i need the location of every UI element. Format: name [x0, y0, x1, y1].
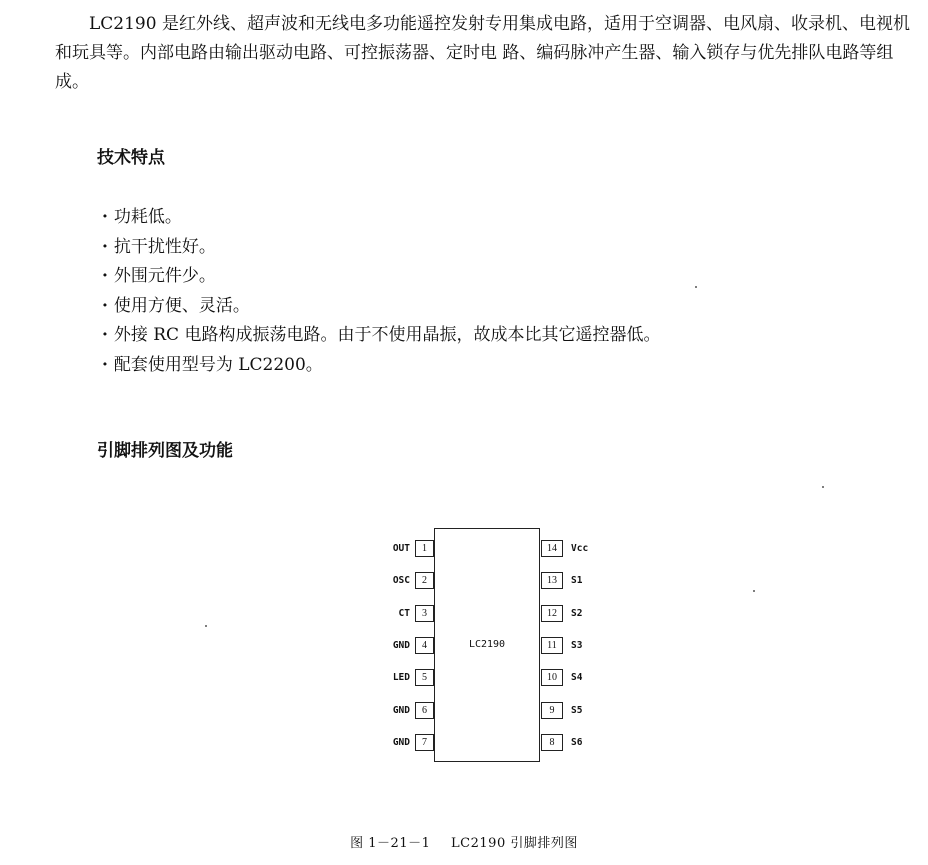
- pin-6-number: 6: [415, 702, 434, 719]
- pin-14-number: 14: [541, 540, 563, 557]
- pin-9-number: 9: [541, 702, 563, 719]
- ic-body: [434, 528, 540, 762]
- pin-6-name: GND: [392, 705, 410, 716]
- pin-9-name: S5: [571, 705, 583, 716]
- pin-13-name: S1: [571, 575, 583, 586]
- pin-7-name: GND: [392, 737, 410, 748]
- feature-item: · 配套使用型号为 LC2200。: [102, 351, 660, 381]
- section-heading-features: 技术特点: [97, 148, 165, 168]
- pin-8-name: S6: [571, 737, 583, 748]
- feature-item: · 功耗低。: [102, 203, 660, 233]
- pin-7-number: 7: [415, 734, 434, 751]
- pin-3-number: 3: [415, 605, 434, 622]
- pin-12-name: S2: [571, 608, 583, 619]
- pin-12-number: 12: [541, 605, 563, 622]
- figure-caption: [0, 832, 928, 851]
- pin-11-number: 11: [541, 637, 563, 654]
- feature-list: [102, 203, 660, 381]
- scan-speck: [205, 625, 207, 627]
- caption-text: LC2190 引脚排列图: [451, 836, 578, 851]
- pin-10-number: 10: [541, 669, 563, 686]
- feature-item: · 抗干扰性好。: [102, 233, 660, 263]
- pin-5-name: LED: [392, 672, 410, 683]
- pin-1-name: OUT: [392, 543, 410, 554]
- pin-2-number: 2: [415, 572, 434, 589]
- pin-1-number: 1: [415, 540, 434, 557]
- pin-5-number: 5: [415, 669, 434, 686]
- chip-label: LC2190: [468, 639, 506, 650]
- pin-11-name: S3: [571, 640, 583, 651]
- scan-speck: [695, 286, 697, 288]
- pin-10-name: S4: [571, 672, 583, 683]
- pin-8-number: 8: [541, 734, 563, 751]
- pin-3-name: CT: [398, 608, 410, 619]
- pin-4-name: GND: [392, 640, 410, 651]
- feature-item: · 外接 RC 电路构成振荡电路。由于不使用晶振，故成本比其它遥控器低。: [102, 321, 660, 351]
- pin-13-number: 13: [541, 572, 563, 589]
- intro-paragraph: LC2190 是红外线、超声波和无线电多功能遥控发射专用集成电路，适用于空调器、电风扇、收录机、电视机和玩具等。内部电路由输出驱动电路、可控振荡器、定时电 路、编码脉冲产生器、输入锁存与优先排队电路等组成。: [55, 14, 910, 92]
- pin-2-name: OSC: [392, 575, 410, 586]
- feature-item: · 外围元件少。: [102, 262, 660, 292]
- scan-speck: [753, 590, 755, 592]
- caption-number: 图 1－21－1: [350, 836, 431, 851]
- scan-speck: [822, 486, 824, 488]
- pin-4-number: 4: [415, 637, 434, 654]
- pin-14-name: Vcc: [571, 543, 589, 554]
- section-heading-pinout: 引脚排列图及功能: [97, 441, 233, 461]
- feature-item: · 使用方便、灵活。: [102, 292, 660, 322]
